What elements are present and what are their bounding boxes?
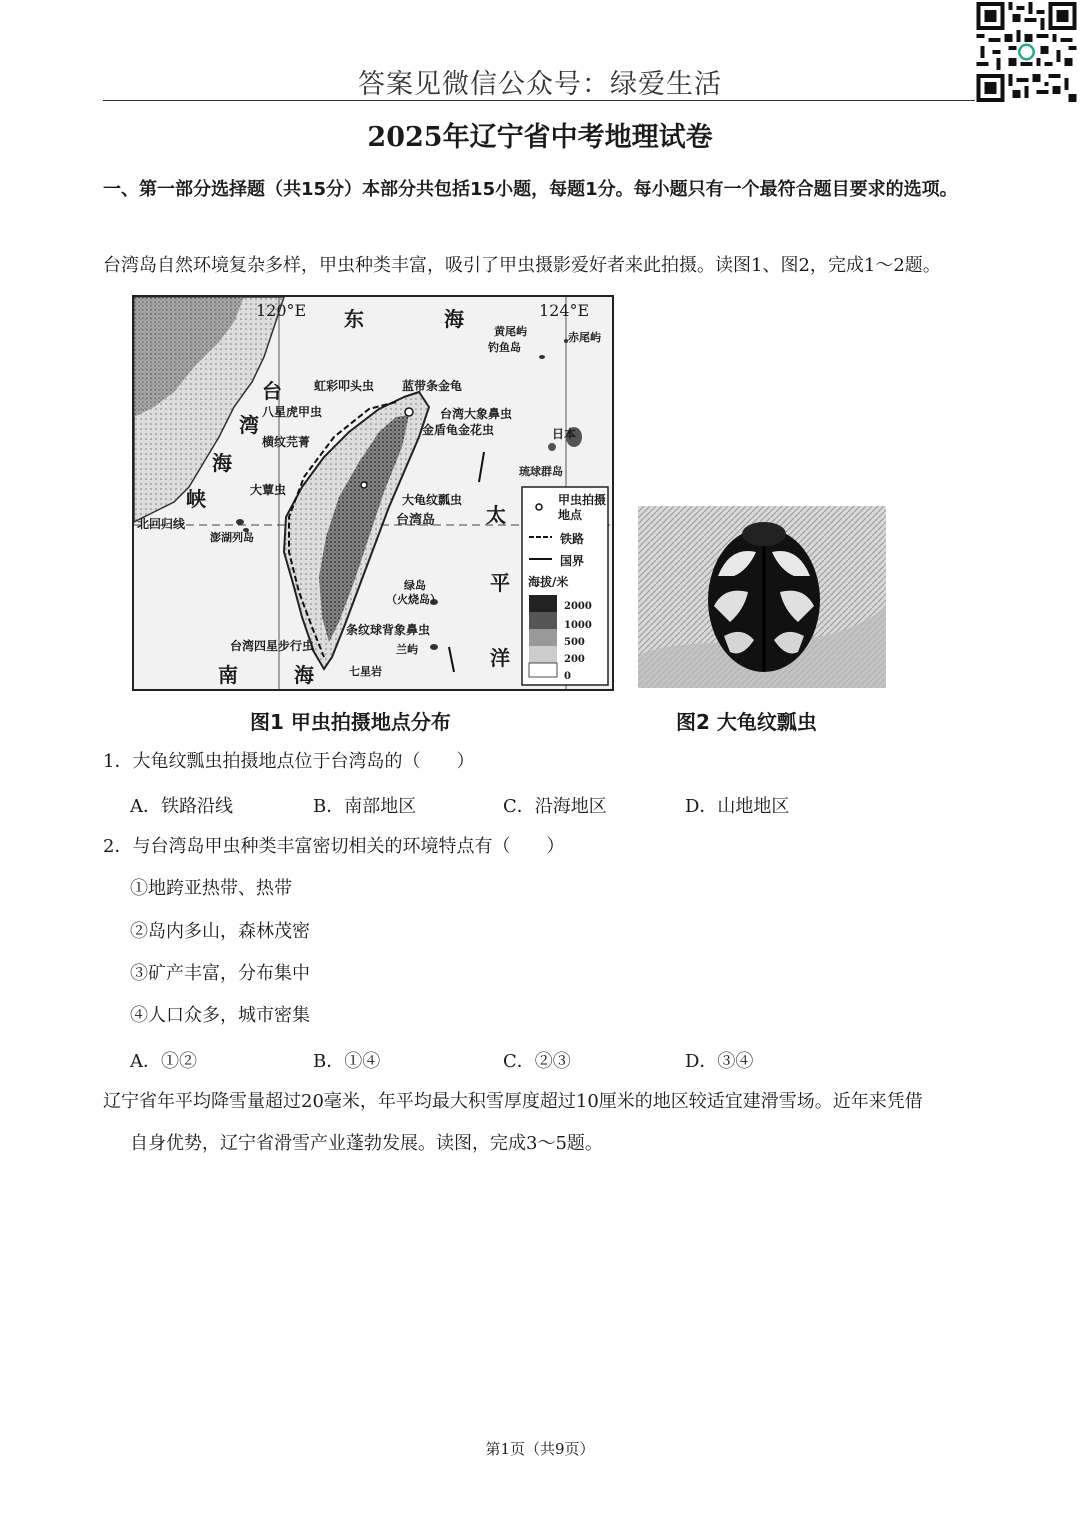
map-sea-label: 平	[490, 571, 510, 595]
legend-elev-tick: 0	[564, 671, 571, 682]
map-sea-label: 南	[218, 663, 238, 687]
legend-elev-tick: 500	[564, 637, 585, 648]
question-2-option-d[interactable]: D．③④	[685, 1051, 754, 1072]
map-lon-124: 124°E	[539, 301, 590, 320]
intro-paragraph-2-line-2: 自身优势，辽宁省滑雪产业蓬勃发展。读图，完成3～5题。	[130, 1133, 603, 1154]
map-place-label: 琉球群岛	[519, 465, 563, 478]
map-place-label: 七星岩	[349, 665, 382, 678]
map-sea-label: 海	[444, 307, 464, 331]
intro-paragraph-1: 台湾岛自然环境复杂多样，甲虫种类丰富，吸引了甲虫摄影爱好者来此拍摄。读图1、图2，完成1～2题。	[103, 255, 941, 276]
legend-border-label: 国界	[560, 554, 585, 568]
map-beetle-label: 蓝带条金龟	[402, 379, 463, 393]
map-sea-label: 峡	[186, 487, 206, 511]
map-beetle-label: 大龟纹瓢虫	[402, 493, 463, 507]
legend-elev-title: 海拔/米	[528, 575, 569, 589]
legend-elev-tick: 2000	[564, 601, 592, 612]
map-sea-label: 东	[344, 307, 364, 331]
map-place-label: 黄尾屿	[494, 325, 527, 338]
map-beetle-label: 虹彩叩头虫	[314, 379, 375, 393]
map-place-label: 钓鱼岛	[488, 341, 521, 354]
map-beetle-label: 台湾大象鼻虫	[440, 407, 513, 421]
question-2-stem: 2．与台湾岛甲虫种类丰富密切相关的环境特点有（ ）	[103, 836, 565, 857]
figure-1-caption: 图1 甲虫拍摄地点分布	[250, 710, 451, 734]
map-island-label: 台湾岛	[396, 513, 436, 528]
figure-2-photo	[638, 506, 886, 688]
section-instruction: 一、第一部分选择题（共15分）本部分共包括15小题，每题1分。每小题只有一个最符合题目要求的选项。	[103, 179, 958, 200]
page-header: 答案见微信公众号：绿爱生活	[358, 69, 722, 100]
question-2-item: ①地跨亚热带、热带	[130, 878, 292, 899]
map-beetle-label: 金盾龟金花虫	[422, 423, 495, 437]
map-beetle-label: 条纹球背象鼻虫	[346, 623, 431, 637]
question-2-item: ④人口众多，城市密集	[130, 1005, 310, 1026]
question-1-stem: 1．大龟纹瓢虫拍摄地点位于台湾岛的（ ）	[103, 751, 475, 772]
question-2-item: ②岛内多山，森林茂密	[130, 921, 310, 942]
map-place-label: 赤尾屿	[568, 331, 601, 344]
map-beetle-label: 台湾四星步行虫	[230, 639, 315, 653]
question-1-option-c[interactable]: C．沿海地区	[503, 796, 607, 817]
figure-2-caption: 图2 大龟纹瓢虫	[676, 710, 817, 734]
map-sea-label: 湾	[239, 413, 259, 437]
map-sea-label: 台	[262, 379, 282, 403]
map-sea-label: 洋	[490, 646, 510, 670]
map-sea-label: 海	[212, 451, 232, 475]
map-beetle-label: 大蕈虫	[250, 483, 287, 497]
map-beetle-label: 横纹芫菁	[262, 435, 311, 449]
map-sea-label: 太	[486, 503, 506, 527]
map-tropic-label: 北回归线	[137, 517, 186, 531]
question-2-option-b[interactable]: B．①④	[313, 1051, 381, 1072]
figure-1-map	[132, 295, 614, 691]
map-place-label: 澎湖列岛	[210, 531, 254, 544]
ladybird-image	[638, 506, 886, 688]
map-sea-label: 海	[294, 663, 314, 687]
map-place-label: 兰屿	[396, 643, 418, 656]
map-place-label: （火烧岛）	[386, 593, 441, 606]
question-2-option-a[interactable]: A．①②	[130, 1051, 197, 1072]
map-lon-120: 120°E	[256, 301, 307, 320]
question-1-option-b[interactable]: B．南部地区	[313, 796, 417, 817]
question-1-option-a[interactable]: A．铁路沿线	[130, 796, 233, 817]
legend-rail-label: 铁路	[560, 532, 585, 546]
legend-elev-tick: 200	[564, 654, 585, 665]
map-place-label: 日本	[552, 427, 577, 441]
map-place-label: 绿岛	[404, 579, 426, 592]
header-rule	[103, 100, 975, 101]
question-2-item: ③矿产丰富，分布集中	[130, 963, 310, 984]
legend-site-label: 甲虫拍摄地点	[558, 493, 607, 522]
exam-title: 2025年辽宁省中考地理试卷	[367, 122, 713, 153]
page-number: 第1页（共9页）	[485, 1440, 595, 1458]
intro-paragraph-2-line-1: 辽宁省年平均降雪量超过20毫米，年平均最大积雪厚度超过10厘米的地区较适宜建滑雪场。近年来凭借	[103, 1091, 923, 1112]
question-1-option-d[interactable]: D．山地地区	[685, 796, 790, 817]
map-beetle-label: 八星虎甲虫	[262, 405, 323, 419]
question-2-option-c[interactable]: C．②③	[503, 1051, 571, 1072]
qr-code-icon	[975, 2, 1078, 102]
legend-elev-tick: 1000	[564, 620, 592, 631]
